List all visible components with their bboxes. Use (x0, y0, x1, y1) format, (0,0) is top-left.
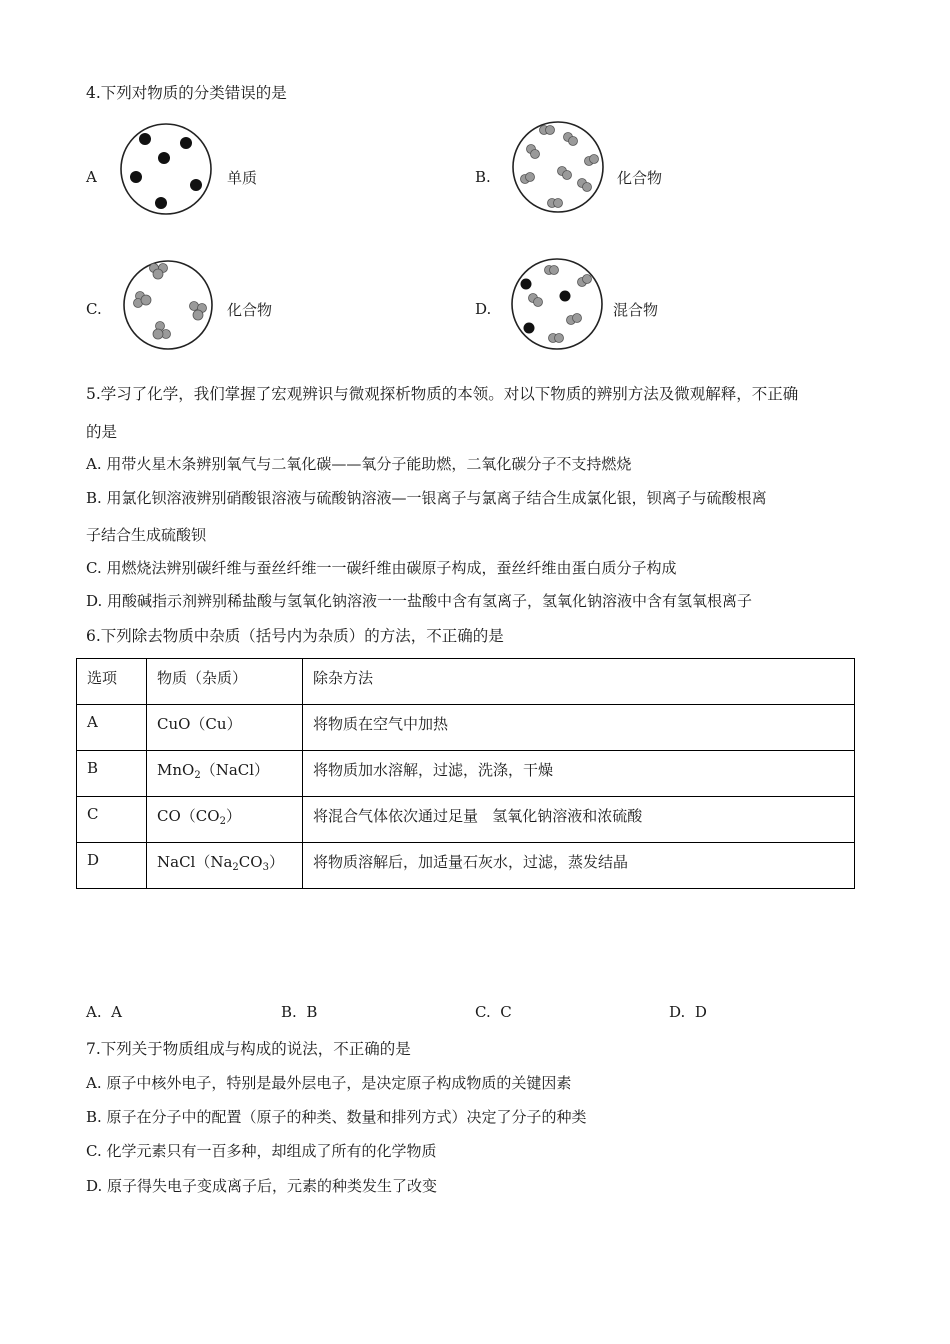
q4-diagram-b (510, 121, 606, 217)
table-header-row (77, 659, 855, 705)
q5-option-b-line1: B. 用氯化钡溶液辨别硝酸银溶液与硫酸钠溶液—一银离子与氯离子结合生成氯化银，钡离子与硫酸根离 (86, 489, 767, 507)
atom-black (180, 137, 192, 149)
q4-diagram-a (118, 121, 214, 217)
q4-option-b-letter: B. (475, 168, 491, 186)
table-row (77, 797, 855, 843)
row-option: D (77, 843, 147, 889)
row-method: 将物质在空气中加热 (303, 705, 855, 751)
q4-diagram-d (509, 258, 605, 354)
q7-option-c: C. 化学元素只有一百多种，却组成了所有的化学物质 (86, 1142, 437, 1160)
row-substance: MnO$_2$（NaCl） (147, 751, 303, 797)
row-option: B (77, 751, 147, 797)
q5-option-c: C. 用燃烧法辨别碳纤维与蚕丝纤维一一碳纤维由碳原子构成，蚕丝纤维由蛋白质分子构成 (86, 559, 677, 577)
q4-option-b-label: 化合物 (617, 169, 663, 187)
row-substance: $CO(CO_2)$ (147, 797, 303, 843)
q4-stem: 4.下列对物质的分类错误的是 (86, 84, 287, 102)
q6-stem: 6.下列除去物质中杂质（括号内为杂质）的方法，不正确的是 (86, 627, 504, 645)
q7-option-a: A. 原子中核外电子，特别是最外层电子，是决定原子构成物质的关键因素 (86, 1074, 572, 1092)
q5-option-d: D. 用酸碱指示剂辨别稀盐酸与氢氧化钠溶液一一盐酸中含有氢离子，氢氧化钠溶液中含有氢氧根离子 (86, 592, 753, 610)
atom-black (155, 197, 167, 209)
q4-diagram-c (120, 260, 216, 356)
row-method: 将物质加水溶解，过滤，洗涤，干燥 (303, 751, 855, 797)
row-method: 将混合气体依次通过足量 氢氧化钠溶液和浓硫酸 (303, 797, 855, 843)
q6-table (76, 658, 855, 889)
header-substance: 物质（杂质） (147, 659, 303, 705)
q4-option-c-label: 化合物 (227, 301, 273, 319)
q6-answer-a: A. A (86, 1003, 122, 1021)
table-row (77, 705, 855, 751)
row-option: C (77, 797, 147, 843)
q5-stem-line2: 的是 (86, 423, 118, 441)
row-substance: $NaCl(Na_2CO_3)$ (147, 843, 303, 889)
table-row (77, 843, 855, 889)
q6-answer-b: B. B (281, 1003, 318, 1021)
q7-option-b: B. 原子在分子中的配置（原子的种类、数量和排列方式）决定了分子的种类 (86, 1108, 587, 1126)
q4-option-d-label: 混合物 (613, 301, 659, 319)
header-method: 除杂方法 (303, 659, 855, 705)
q5-option-a: A. 用带火星木条辨别氧气与二氧化碳——氧分子能助燃，二氧化碳分子不支持燃烧 (86, 455, 632, 473)
atom-black (158, 152, 170, 164)
table-row (77, 751, 855, 797)
q4-option-c-letter: C. (86, 300, 102, 318)
header-option: 选项 (77, 659, 147, 705)
q4-option-a-letter: A (86, 168, 97, 186)
row-option: A (77, 705, 147, 751)
q4-option-a-label: 单质 (227, 169, 258, 187)
atom-black (130, 171, 142, 183)
q6-answer-c: C. C (475, 1003, 512, 1021)
q6-answer-d: D. D (669, 1003, 707, 1021)
q5-stem-line1: 5.学习了化学，我们掌握了宏观辨识与微观探析物质的本领。对以下物质的辨别方法及微观解释，不正确 (86, 385, 799, 403)
atom-black (139, 133, 151, 145)
q5-option-b-line2: 子结合生成硫酸钡 (86, 526, 207, 544)
row-method: 将物质溶解后，加适量石灰水，过滤，蒸发结晶 (303, 843, 855, 889)
row-substance: CuO（Cu） (147, 705, 303, 751)
q4-option-d-letter: D. (475, 300, 492, 318)
atom-black (190, 179, 202, 191)
q7-option-d: D. 原子得失电子变成离子后，元素的种类发生了改变 (86, 1177, 438, 1195)
q7-stem: 7.下列关于物质组成与构成的说法，不正确的是 (86, 1040, 411, 1058)
